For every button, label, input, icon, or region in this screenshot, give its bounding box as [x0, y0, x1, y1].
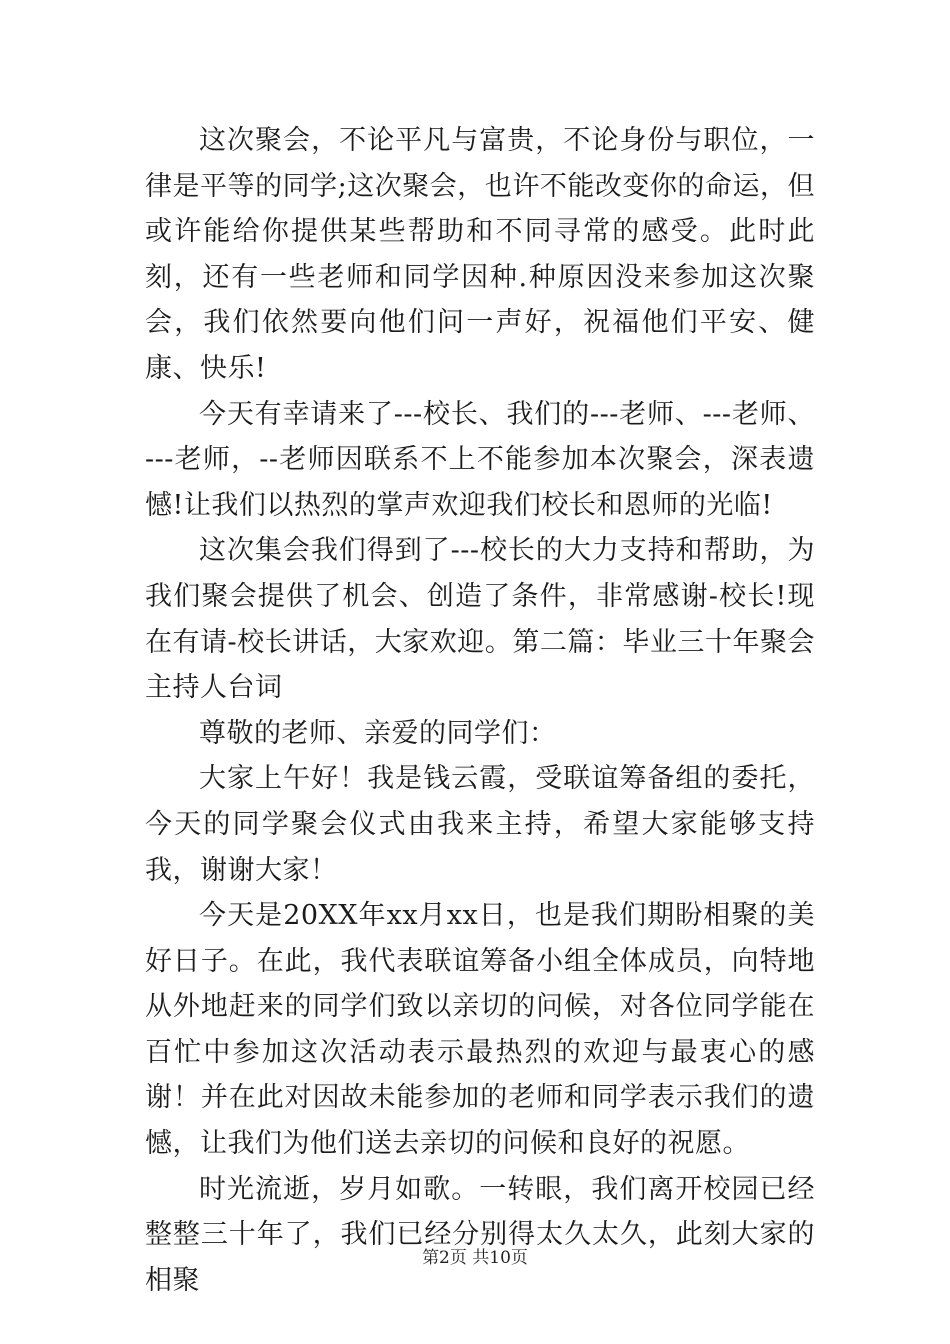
paragraph: 今天是20XX年xx月xx日，也是我们期盼相聚的美好日子。在此，我代表联谊筹备小组全体成员，向特地从外地赶来的同学们致以亲切的问候，对各位同学能在百忙中参加这次活动表示最热烈的欢迎与最衷心的感谢！并在此对因故未能参加的老师和同学表示我们的遗憾，让我们为他们送去亲切的问候和良好的祝愿。: [145, 900, 815, 1160]
paragraph: 这次聚会，不论平凡与富贵，不论身份与职位，一律是平等的同学;这次聚会，也许不能改变你的命运，但或许能给你提供某些帮助和不同寻常的感受。此时此刻，还有一些老师和同学因种.种原因没来参加这次聚会，我们依然要向他们问一声好，祝福他们平安、健康、快乐!: [145, 125, 815, 384]
paragraph: 大家上午好！我是钱云霞，受联谊筹备组的委托，今天的同学聚会仪式由我来主持，希望大家能够支持我，谢谢大家！: [145, 763, 815, 886]
paragraph: 这次集会我们得到了---校长的大力支持和帮助，为我们聚会提供了机会、创造了条件，非常感谢-校长!现在有请-校长讲话，大家欢迎。第二篇：毕业三十年聚会主持人台词: [145, 535, 815, 704]
paragraph: 时光流逝，岁月如歌。一转眼，我们离开校园已经整整三十年了，我们已经分别得太久太久，此刻大家的相聚: [145, 1173, 815, 1296]
page-footer: 第2页 共10页: [422, 1248, 528, 1268]
paragraph: 今天有幸请来了---校长、我们的---老师、---老师、---老师，--老师因联系不上不能参加本次聚会，深表遗憾!让我们以热烈的掌声欢迎我们校长和恩师的光临!: [145, 398, 815, 521]
paragraph: 尊敬的老师、亲爱的同学们：: [199, 717, 557, 749]
document-body: [145, 118, 815, 1303]
